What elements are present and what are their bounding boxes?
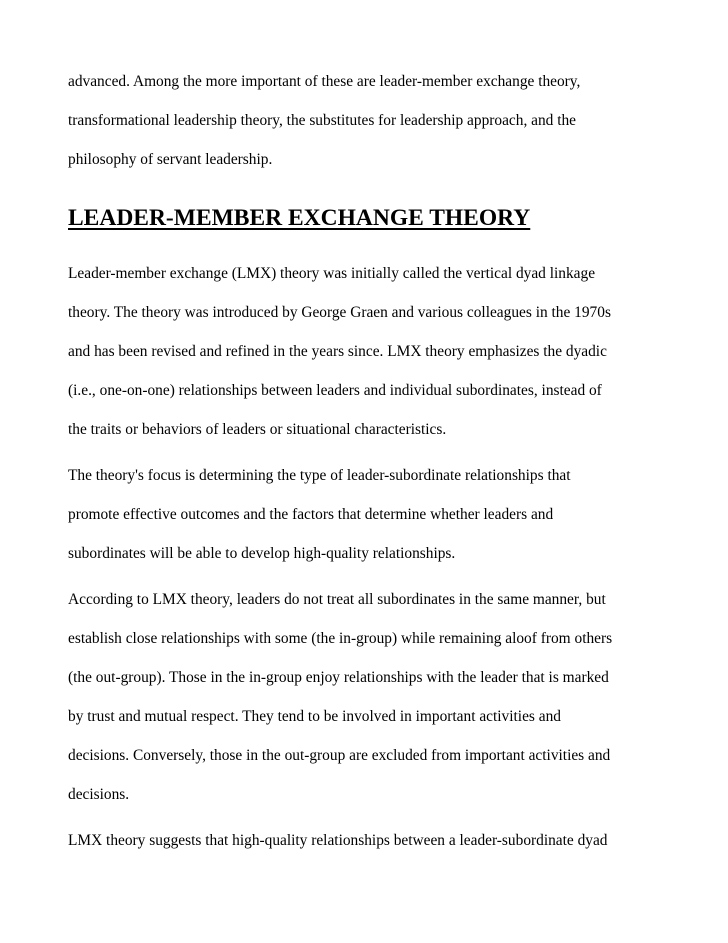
paragraph-3 — [68, 580, 668, 814]
text-line: decisions. — [68, 786, 130, 803]
paragraph-2 — [68, 456, 668, 573]
text-line: theory. The theory was introduced by George Graen and various colleagues in the 1970s — [68, 304, 611, 321]
paragraph-4 — [68, 821, 668, 860]
text-line: subordinates will be able to develop high-quality relationships. — [68, 545, 456, 562]
paragraph-1 — [68, 254, 668, 449]
section-heading: LEADER-MEMBER EXCHANGE THEORY — [68, 205, 531, 231]
text-line: Leader-member exchange (LMX) theory was initially called the vertical dyad linkage — [68, 265, 596, 282]
text-line: by trust and mutual respect. They tend to be involved in important activities and — [68, 708, 561, 725]
text-line: transformational leadership theory, the substitutes for leadership approach, and the — [68, 112, 577, 129]
text-line: the traits or behaviors of leaders or situational characteristics. — [68, 421, 447, 438]
text-line: (the out-group). Those in the in-group enjoy relationships with the leader that is marked — [68, 669, 609, 686]
text-line: LMX theory suggests that high-quality relationships between a leader-subordinate dyad — [68, 832, 608, 849]
text-line: and has been revised and refined in the years since. LMX theory emphasizes the dyadic — [68, 343, 607, 360]
text-line: promote effective outcomes and the factors that determine whether leaders and — [68, 506, 554, 523]
text-line: decisions. Conversely, those in the out-group are excluded from important activities and — [68, 747, 611, 764]
text-line: philosophy of servant leadership. — [68, 151, 273, 168]
text-line: advanced. Among the more important of these are leader-member exchange theory, — [68, 73, 581, 90]
text-line: The theory's focus is determining the type of leader-subordinate relationships that — [68, 467, 571, 484]
text-line: establish close relationships with some (the in-group) while remaining aloof from others — [68, 630, 613, 647]
paragraph-spacer — [68, 573, 668, 580]
paragraph-spacer — [68, 449, 668, 456]
paragraph-spacer — [68, 814, 668, 821]
document-body — [68, 62, 668, 860]
intro-paragraph — [68, 62, 668, 179]
text-line: According to LMX theory, leaders do not treat all subordinates in the same manner, but — [68, 591, 606, 608]
text-line: (i.e., one-on-one) relationships between leaders and individual subordinates, instead of — [68, 382, 602, 399]
